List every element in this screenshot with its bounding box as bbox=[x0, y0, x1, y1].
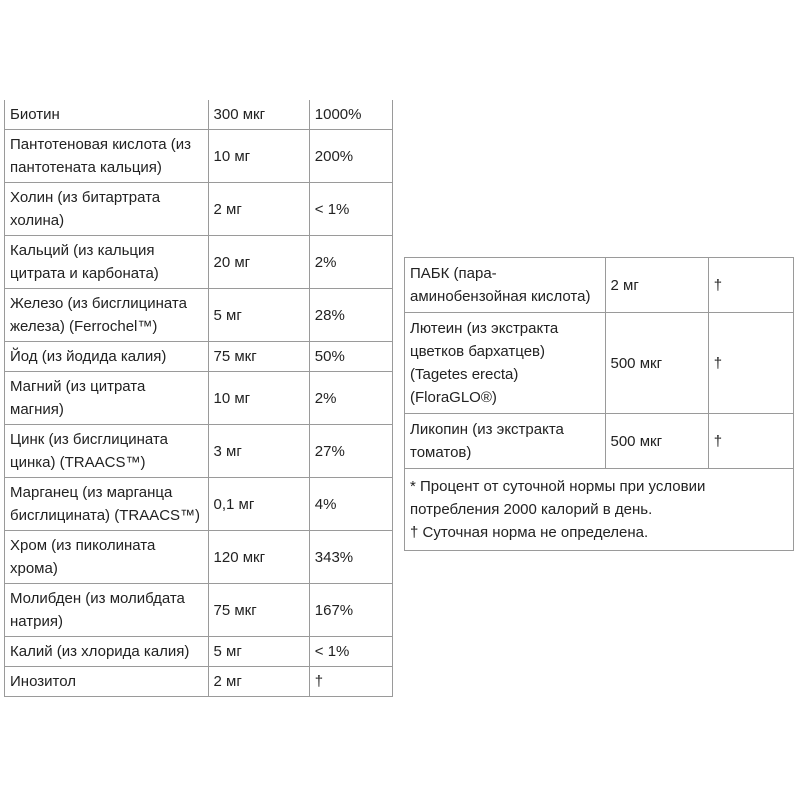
nutrient-name: Кальций (из кальция цитрата и карбоната) bbox=[5, 236, 209, 289]
nutrient-name: Лютеин (из экстракта цветков бархатцев) (Tagetes erecta) (FloraGLO®) bbox=[405, 313, 606, 414]
nutrient-name: Цинк (из бисглицината цинка) (TRAACS™) bbox=[5, 425, 209, 478]
table-row bbox=[5, 478, 393, 531]
nutrient-amount: 10 мг bbox=[208, 130, 309, 183]
nutrient-name: Калий (из хлорида калия) bbox=[5, 637, 209, 667]
table-row bbox=[5, 183, 393, 236]
nutrient-amount: 300 мкг bbox=[208, 100, 309, 130]
nutrient-amount: 75 мкг bbox=[208, 584, 309, 637]
nutrient-amount: 0,1 мг bbox=[208, 478, 309, 531]
daily-value-percent: 27% bbox=[309, 425, 392, 478]
table-row bbox=[5, 531, 393, 584]
table-row bbox=[5, 100, 393, 130]
daily-value-percent: 28% bbox=[309, 289, 392, 342]
table-row bbox=[5, 130, 393, 183]
table-row bbox=[5, 637, 393, 667]
nutrient-amount: 20 мг bbox=[208, 236, 309, 289]
nutrient-name: Ликопин (из экстракта томатов) bbox=[405, 414, 606, 469]
table-row bbox=[5, 236, 393, 289]
table-row bbox=[5, 372, 393, 425]
nutrient-amount: 500 мкг bbox=[605, 414, 708, 469]
nutrient-table-right bbox=[404, 257, 794, 551]
nutrient-amount: 5 мг bbox=[208, 637, 309, 667]
table-row bbox=[405, 313, 794, 414]
daily-value-percent: 200% bbox=[309, 130, 392, 183]
footnote-not-established: † Суточная норма не определена. bbox=[410, 524, 649, 541]
nutrient-amount: 2 мг bbox=[605, 258, 708, 313]
footnotes bbox=[405, 469, 794, 551]
nutrient-name: Железо (из бисглицината железа) (Ferrochel™) bbox=[5, 289, 209, 342]
table-row bbox=[5, 342, 393, 372]
daily-value-percent: † bbox=[708, 258, 793, 313]
nutrient-name: ПАБК (пара-аминобензойная кислота) bbox=[405, 258, 606, 313]
table-row bbox=[5, 425, 393, 478]
daily-value-percent: 2% bbox=[309, 372, 392, 425]
nutrient-name: Холин (из битартрата холина) bbox=[5, 183, 209, 236]
table-row bbox=[5, 289, 393, 342]
table-row bbox=[405, 258, 794, 313]
nutrient-name: Пантотеновая кислота (из пантотената кальция) bbox=[5, 130, 209, 183]
nutrient-name: Хром (из пиколината хрома) bbox=[5, 531, 209, 584]
nutrient-amount: 120 мкг bbox=[208, 531, 309, 584]
footnote-row bbox=[405, 469, 794, 551]
footnote-daily-value: * Процент от суточной нормы при условии потребления 2000 калорий в день. bbox=[410, 478, 706, 518]
daily-value-percent: † bbox=[708, 414, 793, 469]
nutrient-name: Йод (из йодида калия) bbox=[5, 342, 209, 372]
daily-value-percent: 4% bbox=[309, 478, 392, 531]
daily-value-percent: † bbox=[708, 313, 793, 414]
nutrient-amount: 5 мг bbox=[208, 289, 309, 342]
daily-value-percent: 167% bbox=[309, 584, 392, 637]
nutrient-table-left bbox=[4, 100, 393, 697]
daily-value-percent: 343% bbox=[309, 531, 392, 584]
daily-value-percent: < 1% bbox=[309, 183, 392, 236]
nutrient-name: Молибден (из молибдата натрия) bbox=[5, 584, 209, 637]
nutrient-amount: 3 мг bbox=[208, 425, 309, 478]
nutrient-name: Инозитол bbox=[5, 667, 209, 697]
daily-value-percent: 2% bbox=[309, 236, 392, 289]
nutrient-name: Марганец (из марганца бисглицината) (TRAACS™) bbox=[5, 478, 209, 531]
table-row bbox=[5, 584, 393, 637]
nutrient-amount: 10 мг bbox=[208, 372, 309, 425]
nutrient-amount: 2 мг bbox=[208, 667, 309, 697]
nutrient-amount: 500 мкг bbox=[605, 313, 708, 414]
nutrient-amount: 2 мг bbox=[208, 183, 309, 236]
daily-value-percent: 1000% bbox=[309, 100, 392, 130]
daily-value-percent: < 1% bbox=[309, 637, 392, 667]
nutrient-name: Магний (из цитрата магния) bbox=[5, 372, 209, 425]
daily-value-percent: 50% bbox=[309, 342, 392, 372]
nutrient-name: Биотин bbox=[5, 100, 209, 130]
nutrient-amount: 75 мкг bbox=[208, 342, 309, 372]
daily-value-percent: † bbox=[309, 667, 392, 697]
table-row bbox=[405, 414, 794, 469]
table-row bbox=[5, 667, 393, 697]
